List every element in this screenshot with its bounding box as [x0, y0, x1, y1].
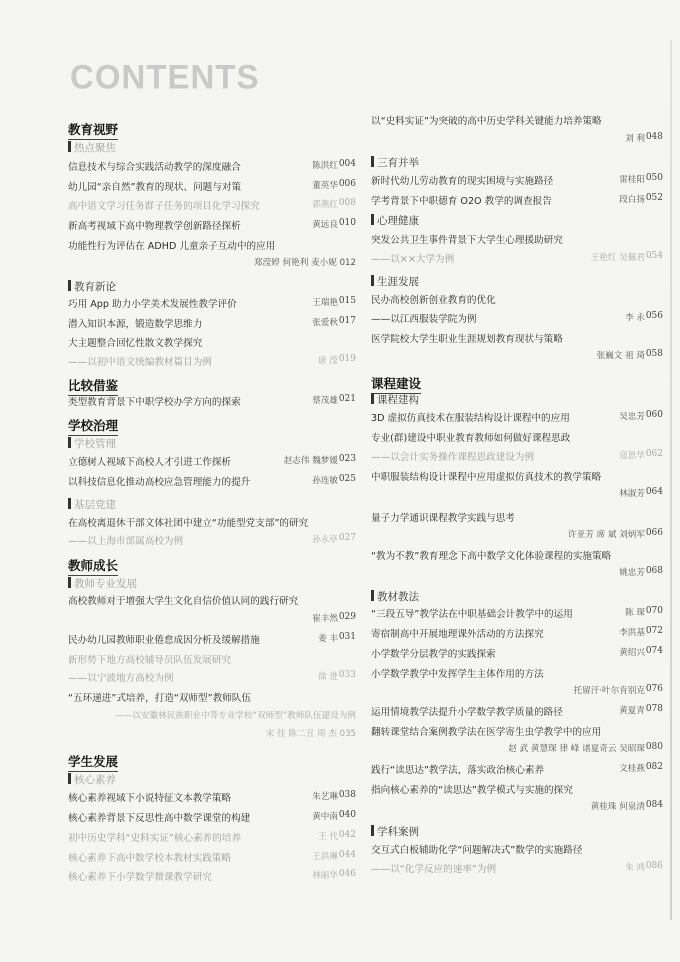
page-edge-shadow	[670, 40, 672, 920]
toc-entry	[68, 830, 356, 844]
entry-page-number: 066	[645, 528, 663, 538]
entry-author: 林丽华	[312, 871, 338, 881]
entry-continuation: 宋 佳 陈二丑 周 杰 035	[265, 729, 356, 739]
entry-author: 黄绍兴	[619, 648, 645, 658]
entry-author: 赵 武 黄慧琛 律 峰 诸夏奇云 吴昭琛	[508, 744, 645, 754]
entry-title: 核心素养背景下反思性高中数学课堂的构建	[68, 813, 251, 824]
entry-title: 小学数学教学中发挥学生主体作用的方法	[371, 669, 544, 680]
toc-entry	[68, 238, 356, 252]
subsection-marker-icon	[68, 577, 71, 588]
entry-title: 大主题整合回忆性散文教学探究	[68, 338, 203, 349]
entry-author: 吴忠芳	[619, 412, 645, 422]
entry-page-number: 050	[645, 173, 663, 183]
entry-title: 在高校离退休干部文体社团中建立“功能型党支部”的研究	[68, 518, 309, 529]
entry-page-number: 019	[338, 354, 356, 364]
toc-entry	[68, 612, 356, 623]
toc-entry	[68, 394, 356, 408]
page-title: CONTENTS	[70, 57, 260, 96]
entry-author: 李洪基	[619, 628, 645, 638]
entry-page-number: 060	[645, 410, 663, 420]
entry-page-number: 046	[338, 869, 356, 879]
entry-page-number: 033	[338, 670, 356, 680]
toc-entry	[68, 474, 356, 488]
entry-page-number: 040	[338, 810, 356, 820]
entry-title: ——以江西服装学院为例	[371, 314, 477, 325]
entry-page-number: 029	[338, 612, 356, 622]
entry-author: 朱 鸿	[625, 863, 645, 873]
subsection-marker-icon	[68, 498, 71, 509]
entry-page-number: 072	[645, 626, 663, 636]
entry-author: 黄桂珠 何泉清	[590, 802, 645, 812]
entry-author: 徐 进	[318, 672, 338, 682]
subsection-label: 三育并举	[377, 157, 419, 169]
entry-title: ——以会计实务操作课程思政建设为例	[371, 452, 535, 463]
entry-title: “三段五导”教学法在中职基础会计教学中的运用	[371, 609, 573, 620]
entry-title: 新时代幼儿劳动教育的现实困境与实施路径	[371, 176, 554, 187]
toc-entry	[68, 869, 356, 883]
toc-entry	[68, 296, 356, 310]
toc-entry	[68, 179, 356, 193]
entry-title: 以“史料实证”为突破的高中历史学科关键能力培养策略	[371, 116, 602, 127]
entry-page-number: 027	[338, 533, 356, 543]
entry-title: 突发公共卫生事件背景下大学生心理援助研究	[371, 235, 563, 246]
toc-entry	[68, 632, 356, 646]
entry-title: 指向核心素养的“读思达”教学模式与实施的探究	[371, 785, 573, 796]
subsection-marker-icon	[371, 393, 374, 404]
entry-page-number: 015	[338, 296, 356, 306]
toc-entry	[68, 354, 356, 368]
toc-entry	[371, 548, 663, 562]
subsection-heading	[68, 436, 356, 451]
subsection-heading	[68, 140, 356, 155]
entry-page-number: 031	[338, 632, 356, 642]
entry-title: 民办幼儿园教师职业倦怠成因分析及缓解措施	[68, 635, 260, 646]
entry-title: 潜入知识本源，锻造数学思维力	[68, 319, 203, 330]
entry-author: 陈洪红	[312, 161, 338, 171]
entry-page-number: 044	[338, 850, 356, 860]
subsection-heading	[371, 589, 663, 604]
entry-author: 董英华	[312, 181, 338, 191]
toc-entry	[371, 410, 663, 424]
toc-entry	[68, 159, 356, 173]
subsection-heading	[371, 155, 663, 170]
entry-author: 蔡茂雄	[312, 396, 338, 406]
entry-title: 高校教师对于增强大学生文化自信价值认同的践行研究	[68, 596, 299, 607]
toc-entry	[68, 335, 356, 349]
section-heading: 比较借鉴	[68, 376, 118, 396]
entry-page-number: 056	[645, 311, 663, 321]
entry-page-number: 021	[338, 394, 356, 404]
subsection-label: 生涯发展	[377, 276, 419, 288]
entry-title: 高中语文学习任务群子任务的项目化学习探究	[68, 201, 260, 212]
entry-title: 践行“读思达”教学法，落实政治核心素养	[371, 765, 545, 776]
entry-author: 王 代	[318, 832, 338, 842]
entry-title: 以科技信息化推动高校应急管理能力的提升	[68, 477, 251, 488]
entry-page-number: 062	[645, 449, 663, 459]
toc-entry	[68, 670, 356, 684]
entry-author: 张巍文 祖 琦	[596, 351, 645, 361]
toc-entry	[68, 810, 356, 824]
entry-title: 信息技术与综合实践活动教学的深度融合	[68, 162, 241, 173]
entry-author: 黄远良	[312, 220, 338, 230]
entry-author: 张爱秋	[312, 318, 338, 328]
entry-author: 寇思华	[619, 451, 645, 461]
entry-page-number: 025	[338, 474, 356, 484]
toc-entry	[371, 842, 663, 856]
toc-entry	[371, 449, 663, 463]
toc-entry	[371, 510, 663, 524]
toc-entry	[68, 316, 356, 330]
entry-page-number: 074	[645, 646, 663, 656]
entry-title: ——以宁波地方高校为例	[68, 673, 174, 684]
subsection-label: 学科案例	[377, 826, 419, 838]
toc-entry	[371, 331, 663, 345]
entry-continuation: 郑滢婷 何艳利 麦小妮 012	[254, 258, 356, 268]
toc-entry	[68, 533, 356, 547]
entry-page-number: 054	[645, 251, 663, 261]
subsection-label: 热点聚焦	[74, 142, 116, 154]
entry-title: 学考背景下中职德育 O2O 教学的调查报告	[371, 196, 552, 207]
entry-author: 朱艺琳	[312, 792, 338, 802]
entry-author: 王艳红 吴佩君	[590, 253, 645, 263]
entry-title: 功能性行为评估在 ADHD 儿童亲子互动中的应用	[68, 241, 276, 252]
entry-page-number: 008	[338, 198, 356, 208]
subsection-heading	[371, 392, 663, 407]
entry-author: 郭燕红	[312, 200, 338, 210]
subsection-marker-icon	[68, 141, 71, 152]
entry-page-number: 017	[338, 316, 356, 326]
entry-title: ——以上海市部属高校为例	[68, 536, 184, 547]
toc-entry	[371, 173, 663, 187]
toc-entry	[68, 850, 356, 864]
subsection-label: 心理健康	[377, 215, 419, 227]
entry-title: 寄宿制高中开展地理课外活动的方法探究	[371, 629, 544, 640]
entry-title: 中职服装结构设计课程中应用虚拟仿真技术的教学策略	[371, 472, 602, 483]
entry-page-number: 023	[338, 454, 356, 464]
subsection-heading	[371, 824, 663, 839]
entry-page-number: 080	[645, 742, 663, 752]
toc-entry	[371, 684, 663, 695]
entry-page-number: 010	[338, 218, 356, 228]
entry-author: 唐 滢	[318, 356, 338, 366]
toc-entry	[371, 704, 663, 718]
entry-author: 刘 利	[625, 134, 645, 144]
entry-page-number: 052	[645, 193, 663, 203]
toc-entry	[371, 292, 663, 306]
entry-title: 量子力学通识课程教学实践与思考	[371, 513, 515, 524]
toc-entry	[371, 762, 663, 776]
toc-entry	[371, 861, 663, 875]
toc-entry	[371, 606, 663, 620]
entry-page-number: 004	[338, 159, 356, 169]
entry-author: 段白扬	[619, 195, 645, 205]
toc-entry	[371, 782, 663, 796]
entry-author: 王瑞艳	[312, 298, 338, 308]
entry-title: 新高考视域下高中物理教学创新路径探析	[68, 221, 241, 232]
toc-entry	[371, 113, 663, 127]
entry-page-number: 082	[645, 762, 663, 772]
entry-author: 李 永	[625, 313, 645, 323]
subsection-label: 课程建构	[377, 394, 419, 406]
entry-title: 专业(群)建设中职业教育教师如何做好课程思政	[371, 433, 571, 444]
entry-title: “五环递进”式培养，打造“双师型”教师队伍	[68, 693, 251, 704]
subsection-marker-icon	[68, 280, 71, 291]
entry-title: 核心素养下小学数学微课教学研究	[68, 872, 212, 883]
toc-entry	[68, 690, 356, 704]
toc-entry	[371, 132, 663, 143]
entry-author: 许亚芳 席 斌 刘炳军	[568, 530, 645, 540]
toc-entry	[371, 800, 663, 811]
subsection-marker-icon	[371, 156, 374, 167]
entry-title: 民办高校创新创业教育的优化	[371, 295, 496, 306]
toc-entry	[371, 349, 663, 360]
toc-entry	[68, 790, 356, 804]
entry-title: 初中历史学科“史料实证”核心素养的培养	[68, 833, 242, 844]
toc-entry	[68, 454, 356, 468]
subsection-label: 教师专业发展	[74, 578, 137, 590]
section-heading: 学校治理	[68, 416, 118, 436]
entry-page-number: 084	[645, 800, 663, 810]
entry-title: 3D 虚拟仿真技术在服装结构设计课程中的应用	[371, 413, 570, 424]
subsection-marker-icon	[371, 214, 374, 225]
subsection-label: 教材教法	[377, 591, 419, 603]
toc-entry	[371, 666, 663, 680]
entry-author: 文桂燕	[619, 764, 645, 774]
entry-author: 崔丰然	[312, 614, 338, 624]
entry-author: 姜 丰	[318, 634, 338, 644]
subsection-heading	[68, 772, 356, 787]
entry-title: ——以××大学为例	[371, 254, 455, 265]
entry-author: 孙连敏	[312, 476, 338, 486]
toc-entry	[68, 593, 356, 607]
entry-author: 赵志伟 魏梦媛	[283, 456, 338, 466]
subsection-heading	[371, 213, 663, 228]
subsection-marker-icon	[68, 437, 71, 448]
entry-author: 王洪琳	[312, 852, 338, 862]
toc-entry	[371, 232, 663, 246]
entry-author: 姚忠芳	[619, 568, 645, 578]
entry-page-number: 068	[645, 566, 663, 576]
toc-entry	[371, 311, 663, 325]
toc-entry	[371, 626, 663, 640]
subsection-heading	[68, 576, 356, 591]
entry-author: 陈 琛	[625, 608, 645, 618]
entry-title: “教为不教”教育理念下高中数学文化体验课程的实施策略	[371, 551, 612, 562]
entry-title: ——以“化学反应的速率”为例	[371, 864, 497, 875]
entry-page-number: 006	[338, 179, 356, 189]
entry-page-number: 048	[645, 132, 663, 142]
toc-entry	[371, 430, 663, 444]
entry-title: 幼儿园“亲自然”教育的现状、问题与对策	[68, 182, 242, 193]
entry-title: 交互式白板辅助化学“问题解决式”数学的实施路径	[371, 845, 583, 856]
entry-title: 新形势下地方高校辅导员队伍发展研究	[68, 655, 232, 666]
toc-entry	[68, 515, 356, 529]
entry-page-number: 076	[645, 684, 663, 694]
subsection-heading	[68, 497, 356, 512]
toc-entry	[371, 193, 663, 207]
toc-entry	[371, 251, 663, 265]
entry-page-number: 058	[645, 349, 663, 359]
entry-title: 核心素养视域下小说特征文本教学策略	[68, 793, 232, 804]
entry-author: 林淑芳	[619, 489, 645, 499]
subsection-marker-icon	[371, 275, 374, 286]
entry-page-number: 086	[645, 861, 663, 871]
subsection-heading	[68, 279, 356, 294]
entry-page-number: 070	[645, 606, 663, 616]
toc-entry	[371, 646, 663, 660]
toc-entry	[68, 652, 356, 666]
entry-author: 雷桂阳	[619, 175, 645, 185]
subsection-label: 学校管理	[74, 438, 116, 450]
subsection-marker-icon	[68, 773, 71, 784]
entry-page-number: 038	[338, 790, 356, 800]
entry-title: 核心素养下高中数学校本教材实践策略	[68, 853, 232, 864]
entry-continuation: ——以安徽林民族职业中等专业学校“双师型”教师队伍建设为例	[115, 711, 356, 721]
subsection-label: 核心素养	[74, 774, 116, 786]
entry-title: ——以初中语文统编教材篇目为例	[68, 357, 212, 368]
section-heading: 课程建设	[371, 374, 421, 394]
toc-entry	[371, 724, 663, 738]
subsection-label: 教育新论	[74, 281, 116, 293]
section-heading: 教师成长	[68, 556, 118, 576]
entry-title: 类型教育背景下中职学校办学方向的探索	[68, 397, 241, 408]
subsection-heading	[371, 274, 663, 289]
section-heading: 教育视野	[68, 120, 118, 140]
entry-title: 运用情境教学法提升小学数学教学质量的路径	[371, 707, 563, 718]
toc-entry	[371, 566, 663, 577]
section-heading: 学生发展	[68, 752, 118, 772]
entry-author: 黄中南	[312, 812, 338, 822]
toc-entry	[371, 487, 663, 498]
toc-entry	[371, 528, 663, 539]
toc-entry	[371, 742, 663, 753]
entry-title: 立德树人视域下高校人才引进工作探析	[68, 457, 232, 468]
entry-title: 巧用 App 助力小学美术发展性教学评价	[68, 299, 237, 310]
subsection-marker-icon	[371, 590, 374, 601]
toc-entry	[68, 218, 356, 232]
subsection-marker-icon	[371, 825, 374, 836]
entry-author: 托留汗·叶尔肯别克	[573, 686, 645, 696]
entry-title: 医学院校大学生职业生涯规划教育现状与策略	[371, 334, 563, 345]
toc-entry	[68, 198, 356, 212]
entry-title: 翻转课堂结合案例教学法在医学寄生虫学教学中的应用	[371, 727, 602, 738]
entry-page-number: 042	[338, 830, 356, 840]
toc-entry	[371, 469, 663, 483]
entry-author: 黄夏青	[619, 706, 645, 716]
subsection-label: 基层党建	[74, 499, 116, 511]
entry-page-number: 078	[645, 704, 663, 714]
entry-title: 小学数学分层教学的实践探索	[371, 649, 496, 660]
entry-page-number: 064	[645, 487, 663, 497]
entry-author: 孙永亭	[312, 535, 338, 545]
